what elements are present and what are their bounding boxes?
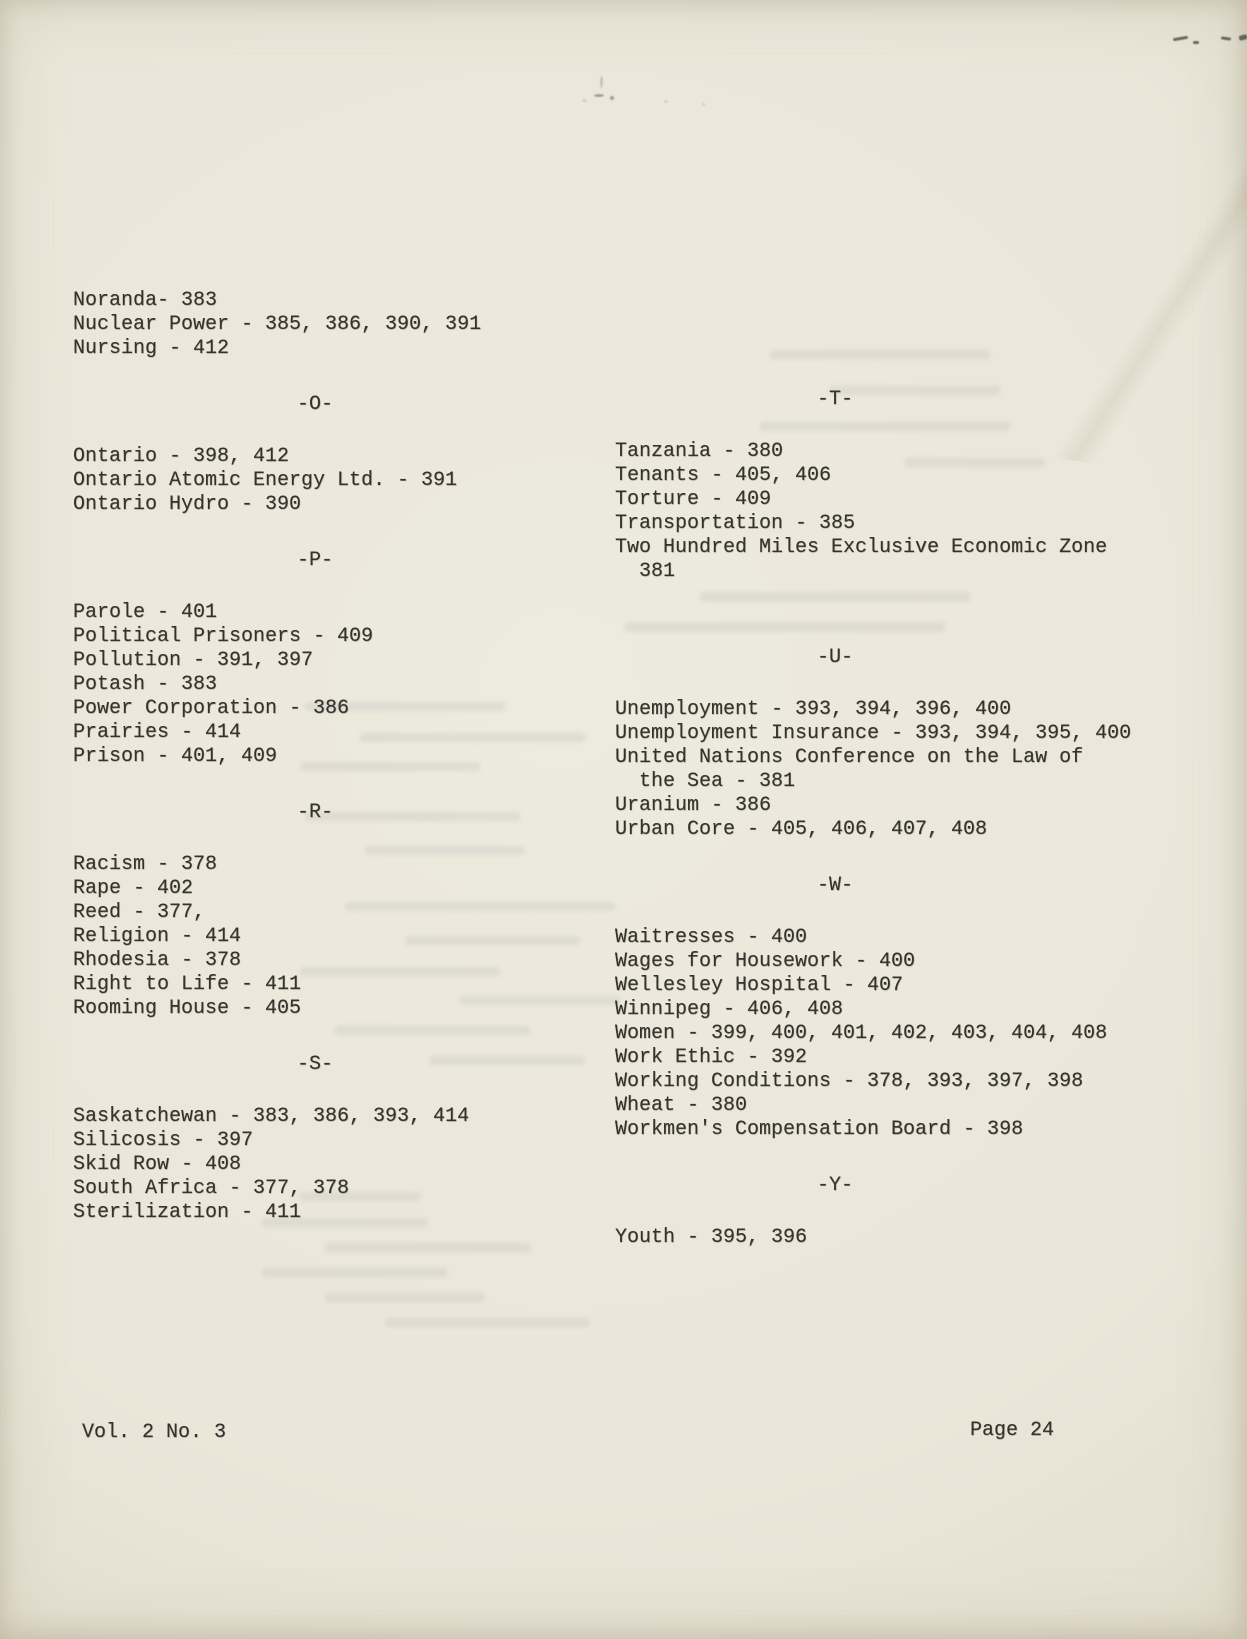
index-entry: Wages for Housework - 400: [615, 950, 916, 973]
bleedthrough-smudge: [262, 1268, 447, 1277]
index-entry: Saskatchewan - 383, 386, 393, 414: [73, 1105, 470, 1128]
bleedthrough-smudge: [325, 1293, 485, 1302]
index-entry: Political Prisoners - 409: [73, 625, 374, 648]
index-entry: Right to Life - 411: [73, 973, 302, 996]
index-entry: Two Hundred Miles Exclusive Economic Zone: [615, 536, 1108, 559]
index-entry: Prison - 401, 409: [73, 745, 278, 768]
ink-mark: [1173, 36, 1188, 42]
index-section: [73, 289, 557, 361]
index-section-o: [73, 393, 557, 517]
index-entry: Workmen's Compensation Board - 398: [615, 1118, 1024, 1141]
index-entry: Winnipeg - 406, 408: [615, 998, 844, 1021]
index-entry: Youth - 395, 396: [615, 1226, 808, 1249]
bleedthrough-smudge: [325, 1243, 530, 1252]
index-entry: United Nations Conference on the Law of: [615, 746, 1084, 769]
index-entry: Nursing - 412: [73, 337, 230, 360]
index-entry: Waitresses - 400: [615, 926, 808, 949]
index-entry: Ontario - 398, 412: [73, 445, 290, 468]
section-letter-header: -W-: [816, 874, 853, 897]
index-entry: Parole - 401: [73, 601, 218, 624]
ink-mark: [1238, 34, 1247, 41]
index-section-y: [615, 1174, 1055, 1250]
index-entry: Torture - 409: [615, 488, 772, 511]
index-entry: Work Ethic - 392: [615, 1046, 808, 1069]
index-entry: the Sea - 381: [615, 770, 796, 793]
index-entry: Racism - 378: [73, 853, 218, 876]
index-entry: Skid Row - 408: [73, 1153, 242, 1176]
index-section-u: [615, 646, 1132, 842]
index-entry: Ontario Atomic Energy Ltd. - 391: [73, 469, 458, 492]
section-letter-header: -S-: [296, 1053, 333, 1076]
index-entry: Silicosis - 397: [73, 1129, 254, 1152]
index-entry: Power Corporation - 386: [73, 697, 350, 720]
page-number-label: Page 24: [970, 1419, 1055, 1442]
index-entry: Nuclear Power - 385, 386, 390, 391: [73, 313, 482, 336]
index-section-r: [73, 801, 557, 1021]
index-section-w: [615, 874, 1108, 1142]
index-entry: Sterilization - 411: [73, 1201, 302, 1224]
index-entry: Prairies - 414: [73, 721, 242, 744]
smudge-speck: [702, 103, 705, 106]
volume-issue-label: Vol. 2 No. 3: [82, 1421, 227, 1444]
index-entry: Rooming House - 405: [73, 997, 302, 1020]
index-entry: Unemployment - 393, 394, 396, 400: [615, 698, 1012, 721]
index-entry: South Africa - 377, 378: [73, 1177, 350, 1200]
smudge-speck: [582, 99, 587, 102]
ink-mark: [1221, 36, 1231, 40]
section-letter-header: -Y-: [816, 1174, 853, 1197]
index-entry: Rape - 402: [73, 877, 194, 900]
index-entry: Wellesley Hospital - 407: [615, 974, 904, 997]
index-section-t: [615, 388, 1108, 584]
index-column-right: [615, 388, 1132, 1250]
bleedthrough-smudge: [385, 1318, 590, 1327]
index-section-p: [73, 549, 557, 769]
index-entry: Unemployment Insurance - 393, 394, 395, 400: [615, 722, 1132, 745]
index-entry: Tanzania - 380: [615, 440, 784, 463]
section-letter-header: -T-: [816, 388, 853, 411]
index-column-left: [73, 289, 557, 1225]
smudge-speck: [610, 96, 614, 100]
section-letter-header: -P-: [296, 549, 333, 572]
index-entry: Working Conditions - 378, 393, 397, 398: [615, 1070, 1084, 1093]
index-entry: Reed - 377,: [73, 901, 206, 924]
index-entry: Potash - 383: [73, 673, 218, 696]
index-entry: Transportation - 385: [615, 512, 856, 535]
section-letter-header: -U-: [816, 646, 853, 669]
smudge-speck: [594, 94, 604, 97]
index-entry: Noranda- 383: [73, 289, 218, 312]
index-entry: Uranium - 386: [615, 794, 772, 817]
index-entry: Religion - 414: [73, 925, 242, 948]
index-entry: Urban Core - 405, 406, 407, 408: [615, 818, 988, 841]
smudge-speck: [600, 76, 603, 88]
index-entry: Ontario Hydro - 390: [73, 493, 302, 516]
index-entry: Pollution - 391, 397: [73, 649, 314, 672]
section-letter-header: -O-: [296, 393, 333, 416]
index-entry: 381: [615, 560, 676, 583]
bleedthrough-smudge: [770, 350, 990, 359]
section-letter-header: -R-: [296, 801, 333, 824]
smudge-speck: [664, 100, 668, 103]
index-section-s: [73, 1053, 557, 1225]
ink-mark: [1193, 41, 1199, 44]
index-entry: Rhodesia - 378: [73, 949, 242, 972]
index-entry: Wheat - 380: [615, 1094, 748, 1117]
index-entry: Tenants - 405, 406: [615, 464, 832, 487]
paper-crease: [1045, 0, 1247, 498]
index-entry: Women - 399, 400, 401, 402, 403, 404, 408: [615, 1022, 1108, 1045]
